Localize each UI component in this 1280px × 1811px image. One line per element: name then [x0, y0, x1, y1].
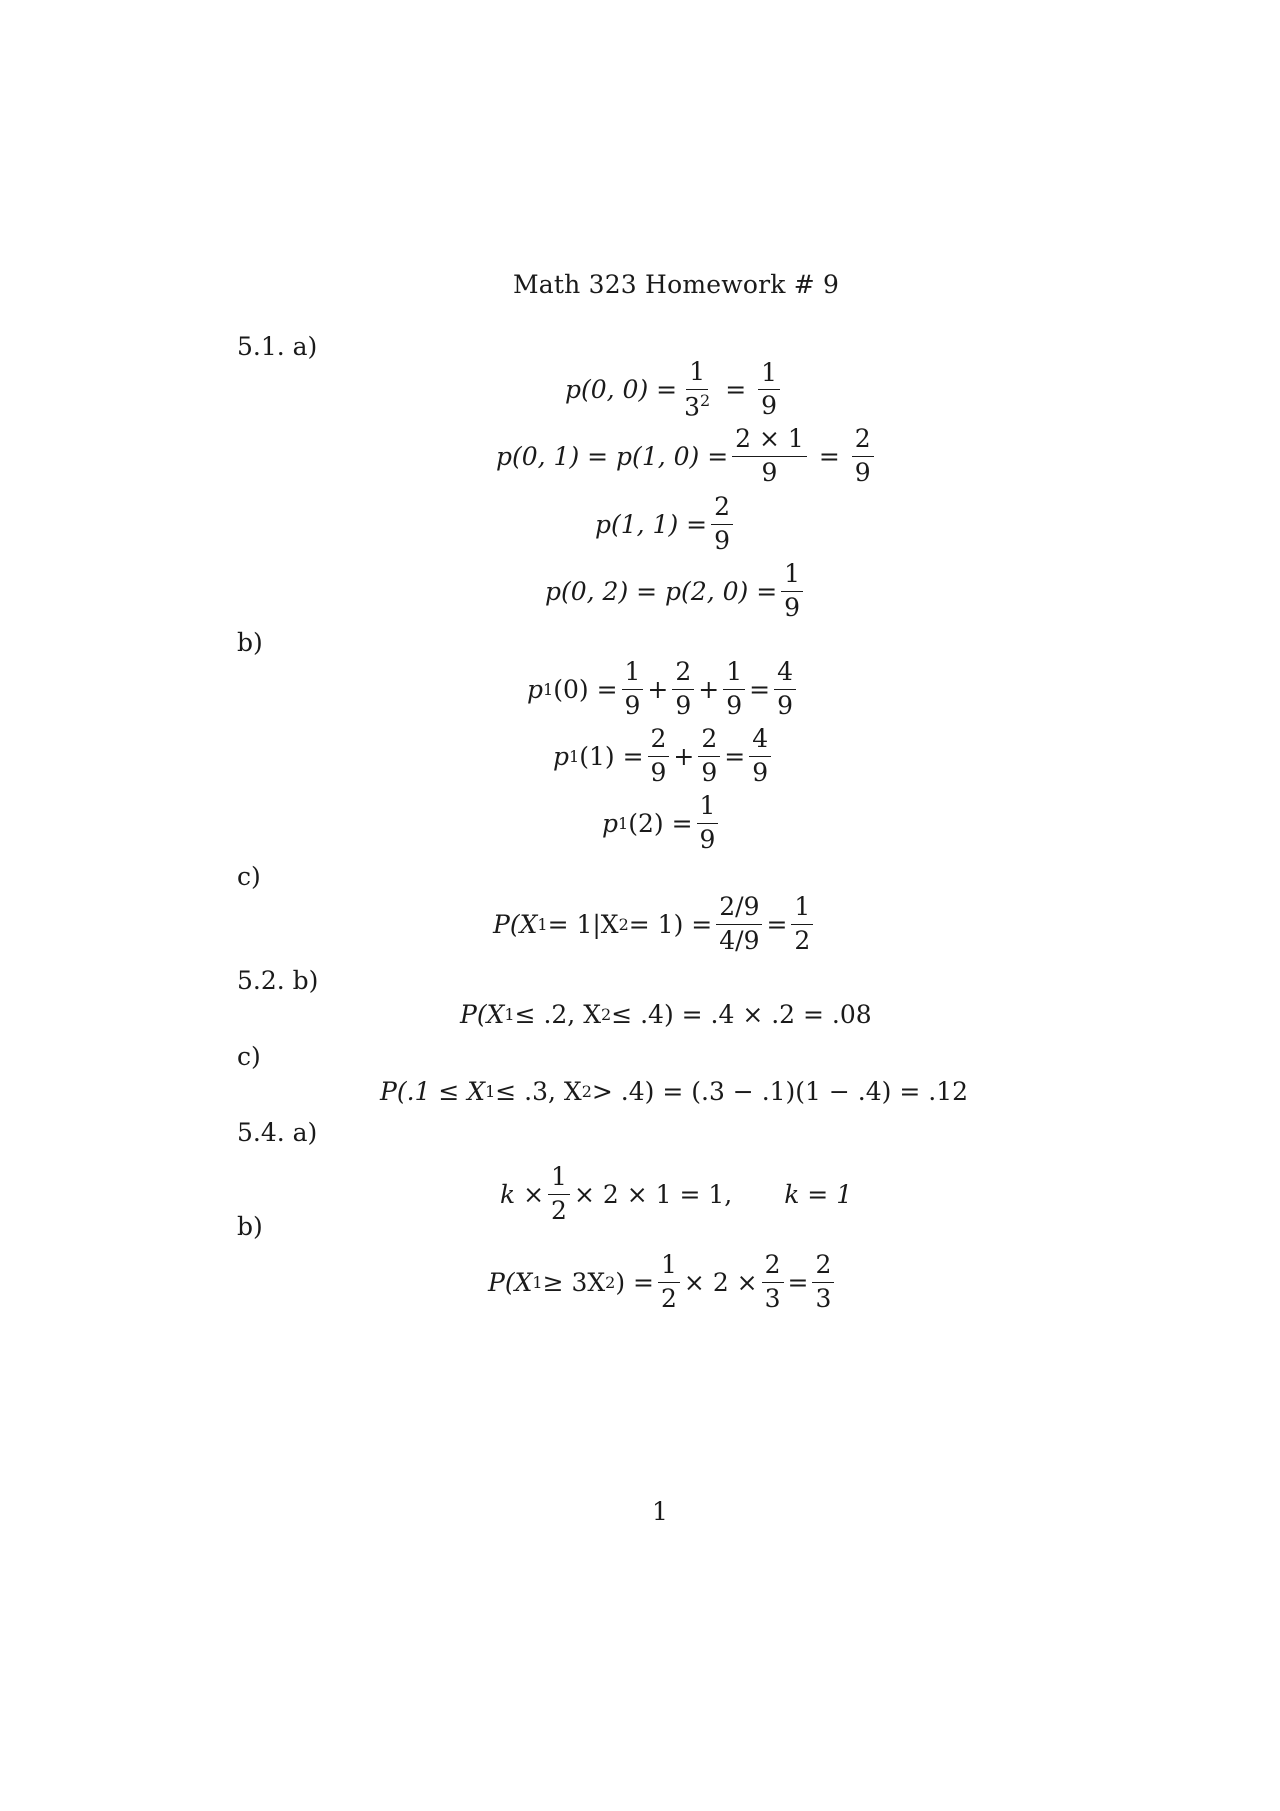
frac-num: 2 [672, 658, 694, 690]
equals-sign: = [725, 375, 747, 405]
frac-den: 9 [675, 690, 692, 720]
eq-text: p [553, 741, 570, 771]
eq-text: ≤ .2, X [514, 1000, 602, 1029]
fraction [791, 893, 813, 956]
frac-num: 1 [686, 358, 708, 390]
label-5-2-c: c) [237, 1042, 261, 1071]
equation-p1-1 [553, 725, 775, 788]
fraction [723, 658, 745, 721]
equals-sign: = [766, 909, 788, 939]
subscript: 1 [618, 813, 629, 833]
frac-num: 1 [622, 658, 644, 690]
eq-text: ≤ .3, X [495, 1077, 582, 1106]
equation-5-4-a [500, 1163, 852, 1226]
eq-text: k × [500, 1179, 545, 1209]
frac-den: 9 [650, 757, 667, 787]
subscript: 2 [605, 1272, 616, 1292]
fraction [648, 725, 670, 788]
frac-den: 9 [699, 824, 716, 854]
fraction [812, 1251, 834, 1314]
frac-num: 2 × 1 [732, 425, 807, 457]
frac-den: 9 [714, 525, 731, 555]
frac-num: 1 [723, 658, 745, 690]
plus-sign: + [698, 674, 720, 704]
eq-text: k = 1 [784, 1179, 853, 1209]
frac-num: 2 [711, 493, 733, 525]
frac-num: 1 [758, 359, 780, 391]
eq-text: p(1, 1) = [595, 509, 708, 539]
frac-den: 9 [784, 592, 801, 622]
equation-conditional [493, 893, 817, 956]
fraction [622, 658, 644, 721]
frac-num: 1 [781, 560, 803, 592]
eq-text: P(X [460, 1000, 505, 1029]
eq-text: = 1) = [628, 909, 713, 939]
eq-text: p(0, 2) = p(2, 0) = [545, 576, 778, 606]
eq-text: p [602, 808, 619, 838]
equation-p00 [565, 358, 784, 422]
subscript: 2 [601, 1005, 612, 1024]
frac-num: 1 [697, 792, 719, 824]
eq-text: P(X [493, 909, 538, 939]
label-5-1-c: c) [237, 862, 261, 891]
label-5-1-b: b) [237, 628, 263, 657]
equation-p02 [545, 560, 807, 623]
frac-den: 3 [815, 1283, 832, 1313]
equals-sign: = [749, 674, 771, 704]
eq-text: P(X [488, 1267, 533, 1297]
frac-num: 2 [852, 425, 874, 457]
frac-den: 2 [661, 1283, 677, 1313]
equation-p11 [595, 493, 737, 556]
page-title: Math 323 Homework # 9 [513, 270, 840, 299]
subscript: 1 [543, 679, 554, 699]
frac-den: 3 [764, 1283, 781, 1313]
equation-5-2-b [460, 1000, 872, 1029]
eq-text: = 1|X [547, 909, 619, 939]
subscript: 1 [569, 746, 580, 766]
frac-den: 4/9 [719, 925, 760, 955]
eq-text: p(0, 1) = p(1, 0) = [496, 441, 729, 471]
fraction [732, 425, 807, 488]
frac-den: 9 [761, 457, 778, 487]
frac-num: 2 [698, 725, 720, 757]
frac-den: 9 [777, 690, 793, 720]
label-5-2-b: 5.2. b) [237, 966, 319, 995]
frac-den-base: 3 [684, 392, 701, 422]
frac-den: 9 [624, 690, 641, 720]
frac-den: 9 [726, 690, 743, 720]
frac-num: 2 [762, 1251, 784, 1283]
subscript: 1 [532, 1272, 543, 1292]
frac-num: 1 [791, 893, 813, 925]
frac-den: 2 [551, 1195, 567, 1225]
subscript: 1 [504, 1005, 515, 1024]
equals-sign: = [787, 1267, 809, 1297]
fraction [774, 658, 796, 721]
eq-text: ≥ 3X [542, 1267, 606, 1297]
subscript: 2 [618, 914, 629, 934]
equation-p1-2 [602, 792, 722, 855]
frac-num: 2 [648, 725, 670, 757]
equation-5-2-c [380, 1077, 968, 1106]
fraction [758, 359, 780, 422]
fraction [672, 658, 694, 721]
fraction [762, 1251, 784, 1314]
label-5-1-a: 5.1. a) [237, 332, 318, 361]
fraction [716, 893, 762, 956]
eq-text: > .4) = (.3 − .1)(1 − .4) = .12 [591, 1077, 969, 1106]
eq-text: (0) = [553, 674, 618, 704]
equals-sign: = [818, 441, 840, 471]
fraction [681, 358, 713, 422]
frac-num: 2 [812, 1251, 834, 1283]
eq-text: × 2 × [683, 1267, 758, 1297]
eq-text: (1) = [579, 741, 644, 771]
fraction [658, 1251, 680, 1314]
equals-sign: = [724, 741, 746, 771]
fraction [697, 792, 719, 855]
subscript: 2 [581, 1082, 592, 1101]
subscript: 1 [485, 1082, 496, 1101]
equation-5-4-b [488, 1251, 838, 1314]
plus-sign: + [673, 741, 695, 771]
page-number: 1 [652, 1497, 668, 1526]
eq-text: ≤ .4) = .4 × .2 = .08 [611, 1000, 872, 1029]
fraction [852, 425, 874, 488]
frac-num: 1 [548, 1163, 570, 1195]
frac-den: 9 [701, 757, 718, 787]
fraction [548, 1163, 570, 1226]
frac-num: 4 [774, 658, 796, 690]
equation-p1-0 [527, 658, 800, 721]
frac-den [681, 390, 713, 422]
eq-text: P(.1 ≤ X [380, 1077, 486, 1106]
label-5-4-a: 5.4. a) [237, 1118, 318, 1147]
frac-num: 4 [749, 725, 771, 757]
fraction [781, 560, 803, 623]
label-5-4-b: b) [237, 1212, 263, 1241]
frac-den: 9 [752, 757, 769, 787]
frac-num: 2/9 [716, 893, 762, 925]
frac-den: 9 [761, 391, 778, 421]
plus-sign: + [647, 674, 669, 704]
frac-den: 9 [854, 457, 871, 487]
subscript: 1 [537, 914, 548, 934]
eq-text: × 2 × 1 = 1, [573, 1179, 733, 1209]
fraction [749, 725, 771, 788]
frac-den-sup: 2 [700, 390, 711, 410]
eq-text: (2) = [628, 808, 693, 838]
fraction [698, 725, 720, 788]
frac-den: 2 [794, 925, 811, 955]
eq-text: p(0, 0) = [565, 375, 678, 405]
equation-p01 [496, 425, 878, 488]
frac-num: 1 [658, 1251, 680, 1283]
eq-text: ) = [615, 1267, 655, 1297]
eq-text: p [527, 674, 544, 704]
fraction [711, 493, 733, 556]
